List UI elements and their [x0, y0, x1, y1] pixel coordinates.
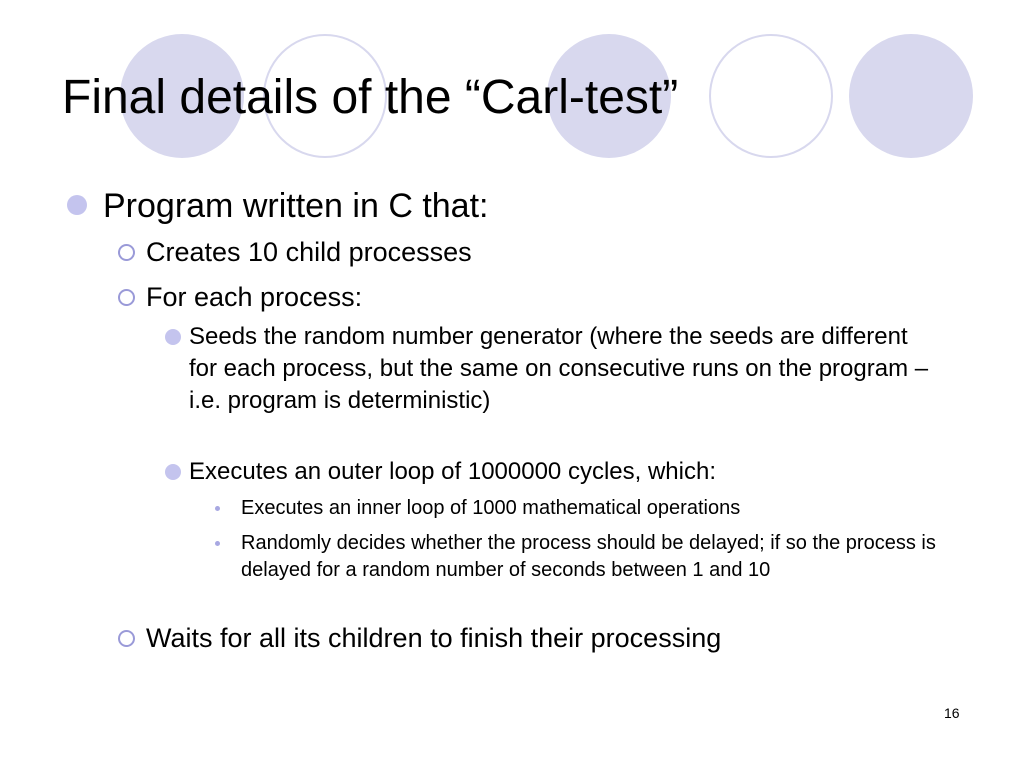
- decorative-circle-3: [849, 34, 973, 158]
- bullet-dot-icon: [215, 506, 220, 511]
- page-number: 16: [944, 705, 960, 721]
- bullet-hollow-circle-icon: [118, 244, 135, 261]
- bullet-filled-circle-icon: [165, 464, 181, 480]
- bullet-text: For each process:: [146, 282, 363, 312]
- bullet-text: Creates 10 child processes: [146, 237, 472, 267]
- bullet-item-inner-loop: [241, 495, 941, 522]
- bullet-text: Seeds the random number generator (where the seeds are different for each process, but the same on consecutive runs on the program – i.e. program is deterministic): [189, 323, 929, 414]
- bullet-text: Randomly decides whether the process should be delayed; if so the process is delayed for a random number of seconds between 1 and 10: [241, 532, 936, 581]
- decorative-ring-2: [709, 34, 833, 158]
- bullet-item-seeds: [189, 321, 934, 417]
- bullet-text: Executes an inner loop of 1000 mathematical operations: [241, 497, 741, 519]
- bullet-item-for-each: [146, 281, 986, 313]
- bullet-text: Executes an outer loop of 1000000 cycles, which:: [189, 458, 716, 485]
- bullet-dot-icon: [215, 541, 220, 546]
- slide-title: Final details of the “Carl-test”: [62, 71, 679, 124]
- bullet-item-executes: [189, 456, 934, 488]
- bullet-hollow-circle-icon: [118, 289, 135, 306]
- bullet-item-randomly: [241, 530, 941, 584]
- bullet-text: Program written in C that:: [103, 187, 489, 225]
- bullet-item-creates: [146, 236, 986, 268]
- bullet-item-program: [103, 186, 983, 226]
- bullet-text: Waits for all its children to finish their processing: [146, 623, 722, 653]
- bullet-filled-circle-icon: [67, 195, 87, 215]
- bullet-item-waits: [146, 622, 986, 654]
- bullet-hollow-circle-icon: [118, 630, 135, 647]
- bullet-filled-circle-icon: [165, 329, 181, 345]
